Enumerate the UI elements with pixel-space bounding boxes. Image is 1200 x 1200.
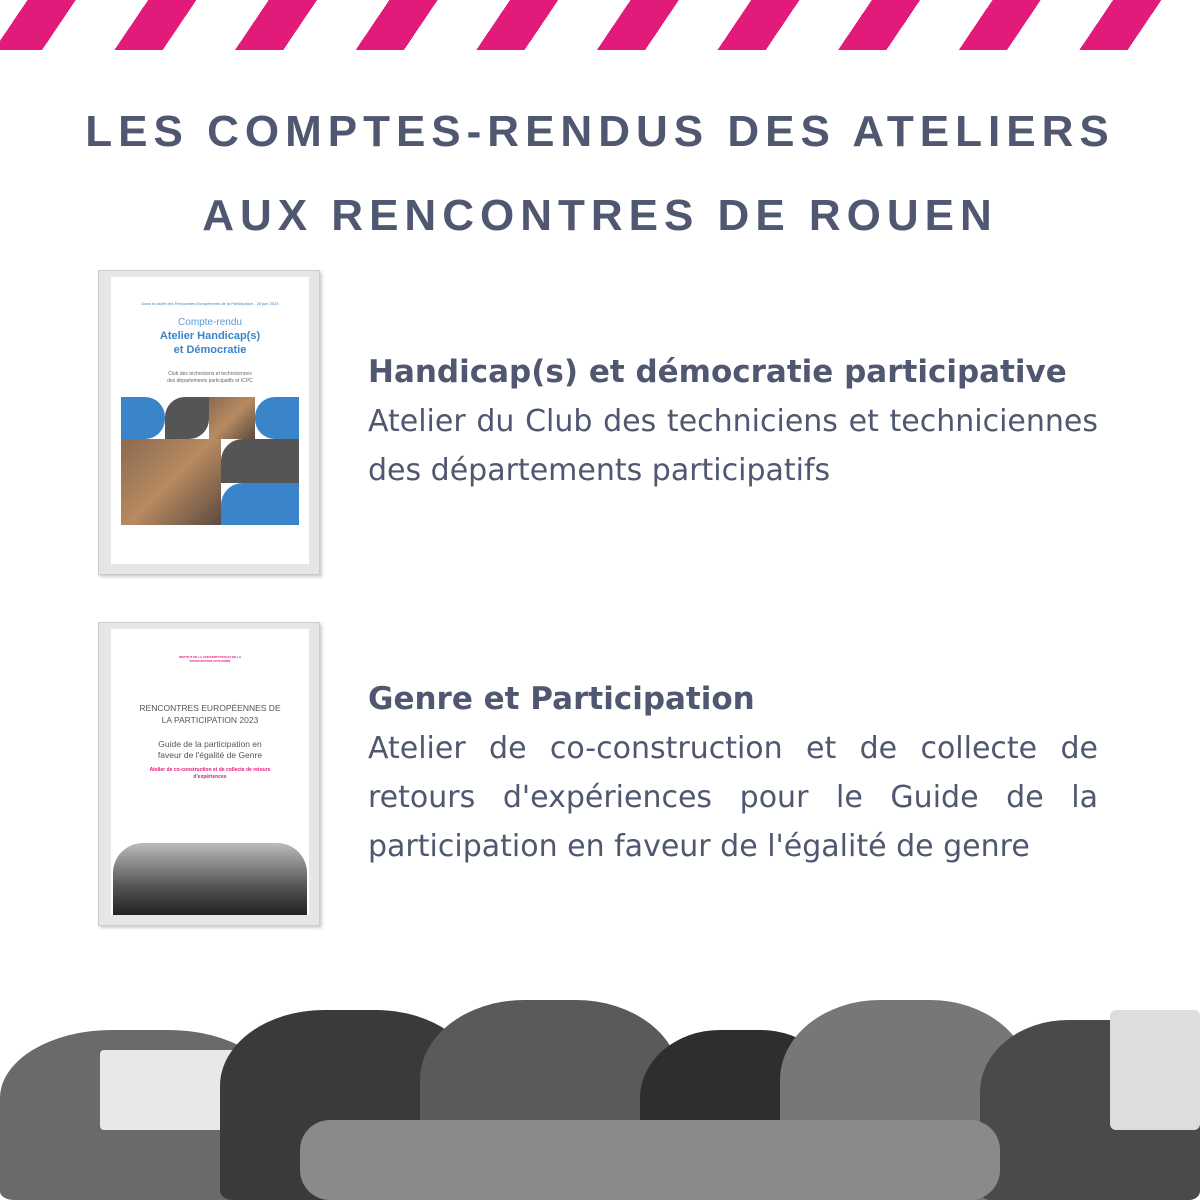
report-item-handicap — [368, 348, 1098, 495]
cover-title: Atelier Handicap(s) — [159, 330, 261, 342]
decorative-stripes — [0, 0, 1200, 50]
cover-title: RENCONTRES EUROPÉENNES DE — [139, 703, 281, 713]
report-description: Atelier du Club des techniciens et techniciennes des départements participatifs — [368, 404, 1098, 488]
report-description: Atelier de co-construction et de collecte de retours d'expériences pour le Guide de la participation en faveur de l'égalité de genre — [368, 731, 1098, 864]
book-icon — [255, 397, 299, 439]
cover-top-line: Dans le cadre des Rencontres Européennes de la Participation - 28 juin 2023 — [141, 301, 279, 306]
ticket-icon — [121, 397, 165, 439]
cover-pink-text-2: d'expériences — [193, 774, 227, 780]
title-line-2: AUX RENCONTRES DE ROUEN — [202, 191, 998, 240]
handshake-icon — [165, 397, 209, 439]
cover-title-2: et Démocratie — [173, 344, 247, 356]
cover-title-2: LA PARTICIPATION 2023 — [161, 715, 259, 725]
phone-accessibility-icon — [221, 483, 299, 525]
cover-subtitle-2: des départements participatifs et ICPC — [167, 378, 253, 384]
report-cover-handicap[interactable] — [98, 270, 320, 575]
page-title — [0, 90, 1200, 258]
report-cover-genre[interactable] — [98, 622, 320, 926]
title-line-1: LES COMPTES-RENDUS DES ATELIERS — [85, 107, 1115, 156]
cover-pink-text: Atelier de co-construction et de collecte de retours — [149, 767, 271, 773]
eye-slash-icon — [221, 439, 299, 483]
report-item-genre — [368, 675, 1098, 871]
cover-subtitle: Club des techniciens et techniciennes — [168, 371, 252, 377]
institute-logo: INSTITUT DE LA CONCERTATION ET DE LA PARTICIPATION CITOYENNE — [178, 655, 242, 663]
cover-photo-group — [121, 439, 221, 525]
cover-subtitle: Guide de la participation en — [158, 739, 262, 749]
cover-photo — [209, 397, 255, 439]
cover-subtitle-2: faveur de l'égalité de Genre — [157, 750, 263, 760]
report-heading: Handicap(s) et démocratie participative — [368, 354, 1067, 390]
report-heading: Genre et Participation — [368, 681, 755, 717]
cover-kicker: Compte-rendu — [178, 317, 242, 328]
cover-crowd-photo — [113, 843, 307, 915]
crowd-photo — [0, 990, 1200, 1200]
